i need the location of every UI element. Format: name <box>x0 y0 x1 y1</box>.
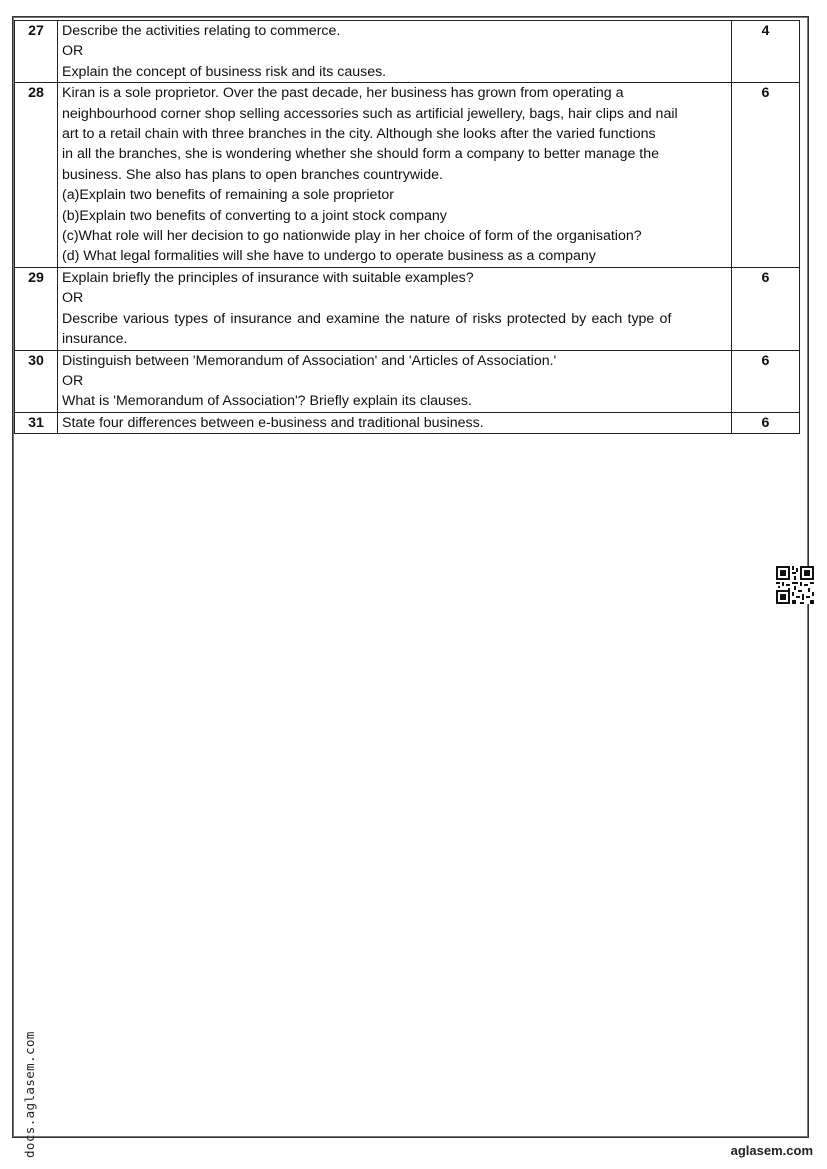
or-separator: OR <box>62 372 84 389</box>
question-line: Describe the activities relating to commerce. <box>62 23 341 39</box>
question-marks: 4 <box>732 21 800 83</box>
question-number: 28 <box>15 83 58 268</box>
question-line: Kiran is a sole proprietor. Over the past decade, her business has grown from operating a <box>62 85 624 102</box>
question-line: Explain briefly the principles of insurance with suitable examples? <box>62 269 474 286</box>
question-line: insurance. <box>62 331 128 348</box>
sub-question-b: (b)Explain two benefits of converting to a joint stock company <box>62 207 447 224</box>
question-row <box>15 21 800 83</box>
footer-brand: aglasem.com <box>730 1143 813 1158</box>
sub-question-d: (d) What legal formalities will she have to undergo to operate business as a company <box>62 248 596 265</box>
questions-table <box>14 20 800 434</box>
question-line: Distinguish between 'Memorandum of Association' and 'Articles of Association.' <box>62 352 557 369</box>
question-line: business. She also has plans to open branches countrywide. <box>62 166 443 183</box>
question-marks: 6 <box>732 267 800 350</box>
question-text <box>58 267 732 350</box>
question-line: neighbourhood corner shop selling accessories such as artificial jewellery, bags, hair clips and nail <box>62 105 678 122</box>
question-text <box>58 21 732 83</box>
sub-question-a: (a)Explain two benefits of remaining a sole proprietor <box>62 187 394 204</box>
question-line: What is 'Memorandum of Association'? Briefly explain its clauses. <box>62 393 472 410</box>
question-line: in all the branches, she is wondering whether she should form a company to better manage the <box>62 146 660 163</box>
question-row <box>15 412 800 433</box>
question-line: Describe various types of insurance and examine the nature of risks protected by each type of <box>62 310 672 327</box>
question-number: 29 <box>15 267 58 350</box>
sub-question-c: (c)What role will her decision to go nationwide play in her choice of form of the organisation? <box>62 228 642 245</box>
qr-code-icon <box>776 566 814 604</box>
question-row <box>15 83 800 268</box>
watermark-text: docs.aglasem.com <box>22 1031 37 1158</box>
question-text <box>58 83 732 268</box>
question-line: art to a retail chain with three branches in the city. Although she looks after the varied functions <box>62 126 656 143</box>
question-number: 27 <box>15 21 58 83</box>
question-row <box>15 267 800 350</box>
question-number: 30 <box>15 350 58 412</box>
question-marks: 6 <box>732 350 800 412</box>
question-line: State four differences between e-business and traditional business. <box>62 414 484 431</box>
question-row <box>15 350 800 412</box>
question-number: 31 <box>15 412 58 433</box>
question-marks: 6 <box>732 83 800 268</box>
question-text <box>58 350 732 412</box>
question-line: Explain the concept of business risk and its causes. <box>62 63 387 80</box>
question-text <box>58 412 732 433</box>
or-separator: OR <box>62 290 84 307</box>
question-marks: 6 <box>732 412 800 433</box>
or-separator: OR <box>62 43 84 60</box>
